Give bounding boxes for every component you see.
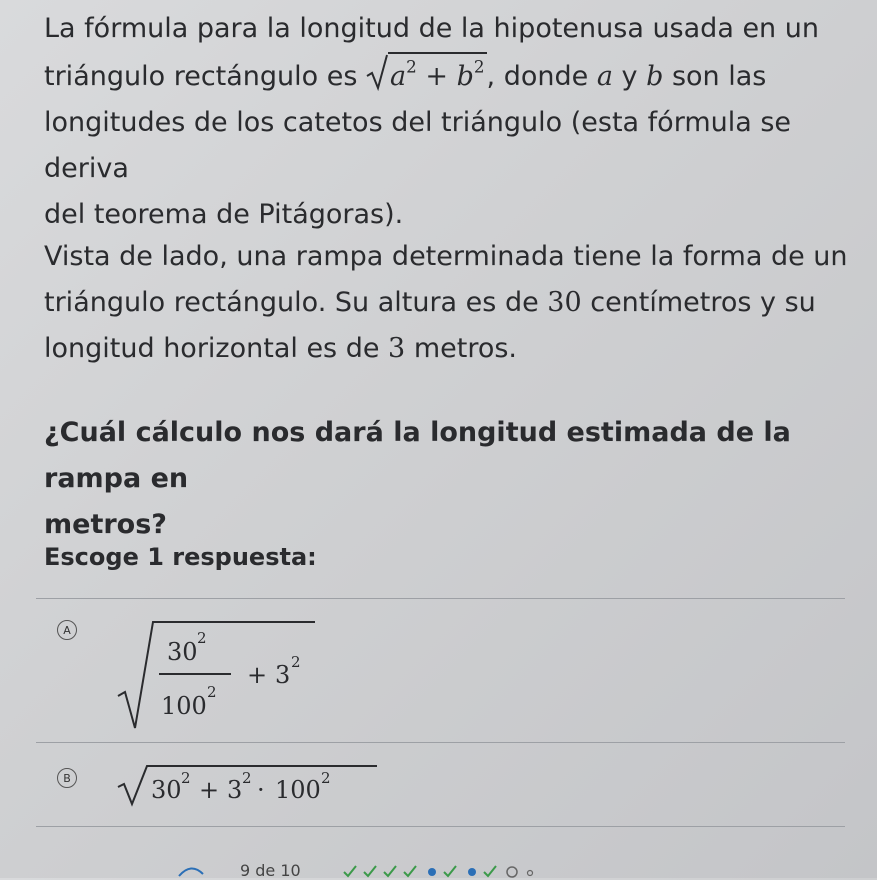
radical-sign-icon [366, 52, 388, 92]
svg-text:2: 2 [242, 769, 252, 787]
progress-text: 9 de 10 [240, 861, 301, 880]
svg-text:30: 30 [151, 776, 182, 804]
check-icon [364, 866, 376, 876]
dot-icon [468, 868, 476, 876]
numerator-base: 30 [167, 638, 198, 666]
term-base: 3 [275, 661, 291, 689]
check-icon [444, 866, 456, 876]
question-line-2: metros? [44, 509, 167, 540]
divider-top [36, 598, 845, 599]
svg-text:3: 3 [227, 776, 243, 804]
check-icon [404, 866, 416, 876]
context-line-2: triángulo rectángulo. Su altura es de 30 centímetros y su [44, 287, 816, 318]
dot-icon [428, 868, 436, 876]
undo-arrow-icon[interactable] [176, 864, 206, 878]
question-line-1: ¿Cuál cálculo nos dará la longitud estimada de la rampa en [44, 417, 791, 494]
intro-paragraph [44, 6, 864, 238]
divider-bottom [36, 826, 845, 827]
radio-b[interactable]: B [57, 768, 77, 788]
hypotenuse-formula: $a^2 + b^2$ [366, 52, 487, 100]
choice-a-expression[interactable] [115, 612, 355, 737]
choice-b[interactable] [57, 768, 77, 788]
choice-a[interactable] [57, 620, 77, 640]
term-exp: 2 [291, 653, 301, 671]
progress-marks [340, 862, 580, 878]
numerator-exp: 2 [197, 629, 207, 647]
intro-line-2: triángulo rectángulo es $a^2 + b^2$, donde a y b son las [44, 52, 864, 100]
intro-line-1: La fórmula para la longitud de la hipotenusa usada en un [44, 13, 819, 44]
check-icon [484, 866, 496, 876]
empty-circle-icon [507, 867, 517, 877]
question-text [44, 410, 864, 548]
divider-middle [36, 742, 845, 743]
plus-sign: + [247, 661, 268, 689]
svg-text:+: + [199, 776, 220, 804]
answer-prompt: Escoge 1 respuesta: [44, 543, 317, 571]
intro-line-4: del teorema de Pitágoras). [44, 199, 404, 230]
svg-text:100: 100 [275, 776, 321, 804]
svg-text:2: 2 [181, 769, 191, 787]
check-icon [384, 866, 396, 876]
denominator-exp: 2 [207, 683, 217, 701]
context-line-1: Vista de lado, una rampa determinada tiene la forma de un [44, 241, 848, 272]
context-line-3: longitud horizontal es de 3 metros. [44, 333, 517, 364]
check-icon [344, 866, 356, 876]
small-circle-icon [528, 871, 533, 876]
denominator-base: 100 [161, 692, 207, 720]
progress-footer [0, 858, 877, 878]
svg-text:·: · [257, 776, 265, 804]
intro-line-3: longitudes de los catetos del triángulo (esta fórmula se deriva [44, 107, 792, 184]
svg-text:2: 2 [321, 769, 331, 787]
choice-b-expression[interactable] [115, 760, 385, 810]
radio-a[interactable]: A [57, 620, 77, 640]
context-paragraph [44, 234, 864, 372]
